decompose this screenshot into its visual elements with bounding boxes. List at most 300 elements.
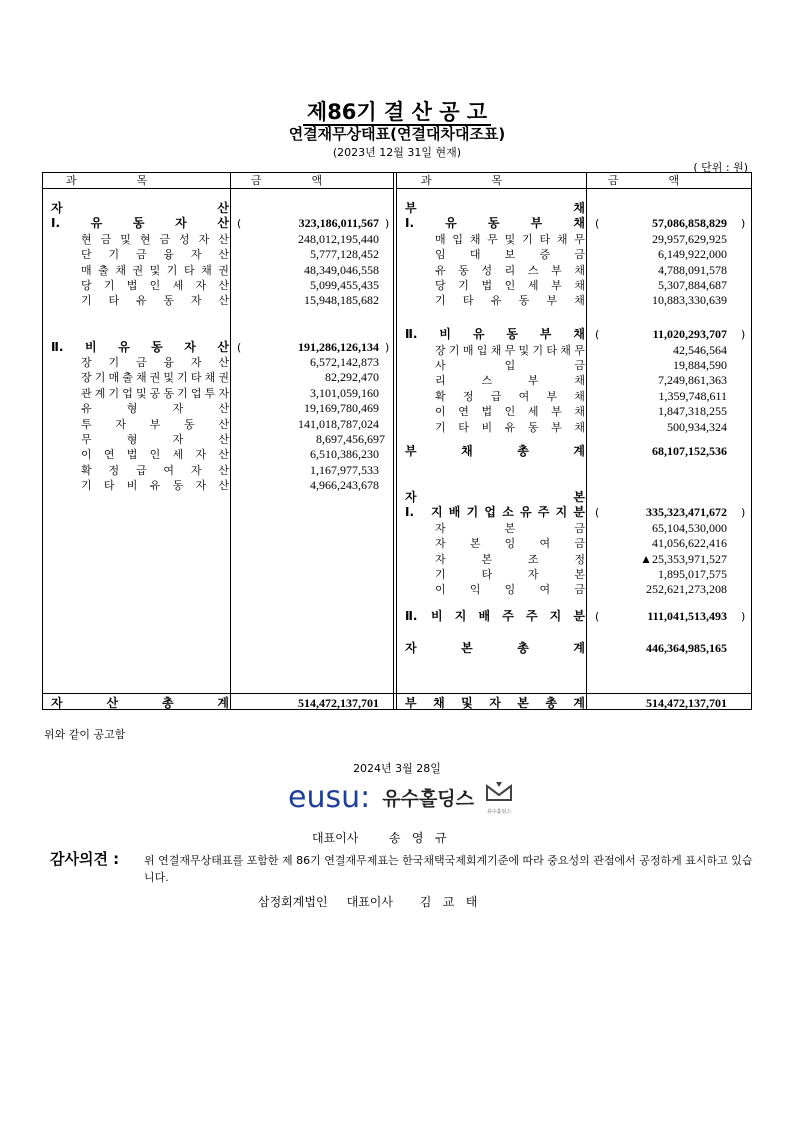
close-paren: ): [741, 217, 746, 231]
amount-value: 15,948,185,682: [304, 293, 379, 308]
section-liabilities-part: 부: [405, 201, 417, 215]
label-char: 법: [126, 279, 138, 292]
label-char: 비: [126, 479, 138, 493]
account-label: [435, 582, 585, 597]
label-char: 본: [574, 568, 585, 581]
label-char: 세: [527, 279, 539, 292]
label-char: 권: [132, 263, 144, 277]
account-label: [435, 232, 585, 247]
label-char: 부: [551, 279, 562, 292]
as-of-date: (2023년 12월 31일 현재): [332, 146, 462, 159]
label-char: 채: [574, 374, 585, 388]
label-char: 공: [149, 386, 161, 400]
label-char: 무: [504, 343, 516, 357]
logo-mark-caption: 유수홀딩스: [486, 808, 512, 815]
label-char: 및: [120, 232, 131, 246]
amount-value: 252,621,273,208: [646, 582, 727, 597]
label-char: 자: [195, 448, 207, 462]
account-label: [435, 420, 585, 435]
account-label: [431, 609, 585, 624]
group-label-part: 동: [487, 216, 500, 231]
label-char: 리: [435, 374, 446, 388]
label-char: 기: [166, 263, 178, 277]
label-char: 융: [163, 356, 175, 369]
equity-total-label: [405, 641, 585, 656]
label-char: 산: [218, 433, 229, 446]
account-label: [435, 567, 585, 582]
label-char: 자: [218, 386, 229, 400]
group-label: [405, 216, 585, 231]
account-label: [81, 278, 229, 293]
group-label-part: 부: [530, 216, 543, 231]
section-assets-part: 산: [217, 201, 229, 215]
label-char: 배: [478, 608, 491, 623]
open-paren: (: [595, 506, 600, 520]
liab-equity-grand-total-label-part: 계: [573, 696, 585, 710]
group-label-part: 동: [151, 339, 163, 354]
close-paren: ): [741, 506, 746, 520]
label-char: 및: [504, 232, 516, 246]
liab-equity-grand-total-label-part: 및: [461, 696, 473, 710]
audit-opinion-heading: 감사의견 :: [50, 850, 120, 868]
label-char: 동: [458, 263, 469, 277]
group-label-part: 동: [506, 327, 518, 342]
label-char: 융: [163, 248, 175, 262]
label-char: 자: [172, 402, 184, 416]
label-char: 업: [484, 505, 496, 520]
liab-equity-grand-total-label-part: 부: [405, 696, 417, 710]
equity-total-label-part: 본: [461, 641, 473, 655]
label-char: 자: [435, 552, 446, 566]
section-assets-part: 자: [51, 201, 63, 215]
account-label: [435, 373, 585, 388]
label-char: 기: [108, 248, 120, 262]
section-equity-part: 본: [573, 490, 585, 504]
label-char: 유: [490, 294, 502, 308]
label-char: 유: [149, 479, 161, 493]
label-char: 채: [469, 232, 481, 246]
close-paren: ): [385, 340, 390, 354]
label-char: 여: [518, 389, 530, 403]
account-label: [81, 355, 229, 370]
label-char: 당: [81, 279, 92, 292]
group-label-part: 비: [439, 327, 451, 342]
amount-value: 19,884,590: [673, 358, 727, 373]
amount-value: 42,546,564: [673, 342, 727, 357]
liab-equity-grand-total-label-part: 채: [433, 696, 445, 710]
amount-value: 48,349,046,558: [304, 262, 379, 277]
amount-value: 19,169,780,469: [304, 401, 379, 416]
label-char: 타: [108, 294, 120, 308]
label-char: 자: [190, 356, 202, 369]
label-char: 주: [525, 608, 538, 623]
label-char: 소: [502, 505, 514, 520]
account-label: [81, 478, 229, 493]
label-char: 타: [462, 294, 474, 308]
label-char: 확: [81, 463, 92, 477]
label-char: 타: [190, 371, 202, 385]
equity-total-label-part: 자: [405, 641, 417, 655]
label-char: 타: [546, 343, 558, 357]
label-char: 연: [103, 448, 115, 462]
group-label-part: 비: [84, 339, 97, 354]
label-char: 및: [518, 343, 530, 357]
header-item-right: 과목: [397, 173, 586, 189]
label-char: 부: [546, 294, 558, 308]
label-char: 타: [103, 479, 115, 493]
amount-value: 111,041,513,493: [647, 608, 727, 623]
group-label-part: Ⅱ.: [405, 327, 418, 342]
label-char: 기: [177, 371, 188, 385]
label-char: 동: [163, 294, 175, 308]
amount-value: 335,323,471,672: [646, 505, 727, 520]
assets-grand-total-label-part: 계: [217, 696, 229, 710]
unit-label: ( 단위 : 원): [693, 161, 748, 174]
label-char: 장: [435, 343, 446, 357]
account-label: [435, 389, 585, 404]
label-char: 무: [574, 232, 585, 246]
label-char: 자: [435, 537, 446, 551]
group-label-part: Ⅰ.: [405, 216, 415, 231]
label-char: 분: [573, 608, 585, 623]
ceo-signature-line: 대표이사 송 영 규: [312, 831, 447, 845]
label-char: 및: [149, 263, 161, 277]
label-char: 기: [458, 279, 469, 292]
close-paren: ): [741, 328, 746, 342]
label-char: 사: [435, 359, 446, 373]
amount-value: 141,018,787,024: [298, 416, 379, 431]
label-char: 채: [574, 294, 585, 308]
label-char: 권: [218, 371, 229, 385]
header-amount-right: 금액: [586, 173, 751, 189]
label-char: 채: [204, 371, 216, 385]
amount-value: 6,572,142,873: [310, 355, 379, 369]
amount-value: 4,966,243,678: [310, 478, 379, 493]
label-char: 금: [574, 521, 585, 535]
account-label: [435, 293, 585, 308]
label-char: 리: [504, 263, 516, 277]
total-row-divider: [43, 693, 751, 694]
account-label: [435, 358, 585, 373]
amount-value: 5,777,128,452: [310, 247, 379, 262]
label-char: 부: [551, 405, 562, 419]
label-char: 자: [198, 232, 210, 246]
amount-value: 5,307,884,687: [658, 278, 727, 292]
label-char: 채: [574, 405, 585, 419]
account-label: [435, 536, 585, 551]
label-char: 기: [108, 386, 120, 400]
label-char: 인: [504, 405, 516, 419]
envelope-mark-icon: [484, 780, 514, 815]
amount-value: 191,286,126,134: [298, 339, 379, 354]
amount-value: 1,847,318,255: [658, 404, 727, 419]
label-char: 현: [139, 232, 151, 246]
label-char: 무: [487, 232, 498, 246]
liabilities-total-label-part: 채: [461, 444, 473, 458]
account-label: [81, 293, 229, 308]
label-char: 산: [218, 279, 229, 292]
liabilities-total-label-part: 총: [517, 444, 529, 458]
label-char: 매: [108, 371, 120, 385]
label-char: 임: [435, 248, 446, 262]
label-char: 산: [218, 402, 229, 416]
label-char: 배: [448, 505, 461, 520]
label-char: 성: [179, 232, 190, 246]
account-label: [81, 417, 229, 432]
label-char: 및: [135, 386, 147, 400]
label-char: 급: [490, 389, 502, 403]
label-char: 대: [469, 248, 481, 262]
label-char: 잉: [504, 583, 516, 597]
label-char: 기: [103, 279, 115, 292]
label-char: 기: [532, 343, 544, 357]
assets-grand-total-label-part: 산: [106, 696, 119, 710]
open-paren: (: [237, 340, 242, 354]
label-char: 기: [522, 232, 533, 246]
group-label: [405, 327, 585, 342]
auditor-signature-line: 삼정회계법인 대표이사 김 교 태: [258, 895, 478, 909]
account-label: [81, 386, 229, 401]
logo-english: eusu:: [288, 779, 371, 815]
label-char: 부: [527, 374, 539, 388]
amount-value: 57,086,858,829: [652, 216, 727, 231]
label-char: 급: [135, 463, 147, 477]
label-char: 무: [81, 433, 92, 446]
group-label: [51, 340, 229, 355]
liabilities-total-label-part: 계: [573, 444, 585, 458]
amount-value: 8,697,456,697: [316, 432, 385, 446]
label-char: 인: [149, 448, 161, 462]
amount-value: 3,101,059,160: [310, 385, 379, 400]
account-label: [81, 447, 229, 462]
amount-value: 4,788,091,578: [658, 262, 727, 277]
amount-value: 68,107,152,536: [652, 444, 727, 458]
label-char: 산: [218, 232, 229, 246]
label-char: 부: [149, 417, 161, 431]
label-char: 인: [504, 279, 516, 292]
label-char: 스: [481, 374, 493, 388]
group-label-part: 채: [573, 327, 585, 342]
center-double-divider: [393, 173, 397, 709]
amount-value: 514,472,137,701: [646, 696, 727, 710]
amount-value: 11,020,293,707: [652, 327, 727, 342]
account-label: [435, 404, 585, 419]
label-char: 확: [435, 389, 446, 403]
label-char: 성: [481, 263, 493, 277]
label-char: 금: [574, 359, 585, 373]
label-char: 자: [195, 279, 207, 292]
label-char: 투: [204, 386, 216, 400]
label-char: 자: [190, 463, 202, 477]
group-label-part: 유: [118, 339, 130, 354]
liab-equity-grand-total-label-part: 본: [517, 696, 529, 710]
section-liabilities-part: 채: [573, 201, 585, 215]
label-char: 지: [549, 608, 562, 623]
assets-grand-total-label-part: 총: [161, 696, 174, 710]
open-paren: (: [595, 609, 600, 623]
account-label: [435, 247, 585, 262]
column-divider: [230, 173, 231, 709]
label-char: 동: [183, 417, 195, 431]
label-char: 증: [539, 248, 551, 262]
label-char: 인: [149, 279, 161, 292]
group-label-part: Ⅰ.: [51, 216, 61, 231]
group-label-num-part: Ⅱ.: [405, 608, 418, 623]
amount-value: 1,167,977,533: [310, 462, 379, 477]
label-char: 업: [122, 386, 133, 400]
label-char: 세: [172, 448, 184, 462]
label-char: 채: [135, 371, 147, 385]
group-label-part: 산: [217, 216, 229, 231]
label-char: 유: [135, 294, 147, 308]
label-char: 정: [462, 389, 474, 403]
label-char: 입: [476, 343, 488, 357]
label-char: 보: [504, 248, 516, 262]
label-char: 여: [163, 463, 175, 477]
label-char: 동: [163, 386, 175, 400]
amount-value: 41,056,622,416: [652, 536, 727, 551]
label-char: 기: [94, 371, 106, 385]
label-char: 법: [481, 279, 493, 292]
label-char: 자: [527, 568, 539, 581]
label-char: 기: [435, 568, 446, 581]
header-item-left: 과목: [43, 173, 230, 189]
label-char: 동: [172, 479, 184, 493]
liabilities-total-label-part: 부: [405, 444, 417, 458]
label-char: 세: [527, 405, 539, 419]
assets-grand-total-label: [51, 696, 229, 711]
account-label: [431, 505, 585, 520]
section-equity: [405, 490, 585, 505]
group-label-part: 자: [175, 216, 187, 231]
label-char: 자: [435, 521, 446, 535]
audit-opinion-text: 위 연결재무상태표를 포함한 제 86기 연결재무제표는 한국채택국제회계기준에 따라 중요성의 관점에서 공정하게 표시하고 있습니다.: [144, 854, 753, 884]
label-char: 익: [469, 583, 481, 597]
label-char: 자: [115, 417, 126, 431]
label-char: 권: [149, 371, 161, 385]
label-char: 타: [539, 232, 551, 246]
label-char: 채: [201, 263, 212, 277]
label-char: 관: [81, 386, 92, 400]
amount-value: 6,510,386,230: [310, 447, 379, 462]
amount-value: 7,249,861,363: [658, 373, 727, 388]
label-char: 본: [469, 537, 481, 551]
label-char: 지: [431, 505, 443, 520]
label-char: 잉: [504, 537, 516, 551]
close-paren: ): [385, 217, 390, 231]
label-char: 자: [190, 248, 202, 262]
label-char: 채: [560, 343, 571, 357]
label-char: 부: [551, 263, 562, 277]
label-char: 기: [435, 294, 446, 308]
label-char: 기: [177, 386, 188, 400]
open-paren: (: [595, 217, 600, 231]
label-char: 지: [555, 505, 568, 520]
equity-total-label-part: 계: [573, 641, 585, 655]
label-char: 연: [458, 405, 469, 419]
equity-total-label-part: 총: [517, 641, 529, 655]
company-logo: [288, 781, 514, 813]
label-char: 조: [527, 552, 539, 566]
amount-value: 6,149,922,000: [658, 247, 727, 262]
label-char: 주: [502, 608, 514, 623]
group-label-part: 유: [445, 216, 457, 231]
label-char: 기: [435, 420, 446, 434]
label-char: 장: [81, 356, 92, 369]
label-char: 금: [574, 583, 585, 597]
label-char: 산: [218, 248, 229, 262]
label-char: 세: [172, 279, 184, 292]
label-char: 매: [462, 343, 474, 357]
label-char: 및: [163, 371, 175, 385]
label-char: 매: [81, 263, 92, 277]
page-subtitle: 연결재무상태표(연결대차대조표): [288, 125, 506, 143]
label-char: 기: [108, 356, 120, 369]
amount-value: ▲25,353,971,527: [640, 551, 727, 566]
amount-value: 514,472,137,701: [298, 696, 379, 710]
liab-equity-grand-total-label: [405, 696, 585, 711]
label-char: 분: [573, 505, 585, 520]
group-label-part: 채: [573, 216, 585, 231]
label-char: 타: [183, 263, 195, 277]
label-char: 유: [81, 402, 92, 416]
account-label: [81, 247, 229, 262]
label-char: 자: [195, 479, 207, 493]
account-label: [435, 552, 585, 567]
label-char: 자: [172, 433, 184, 446]
label-char: 이: [81, 448, 92, 462]
label-char: 부: [546, 389, 558, 403]
label-char: 단: [81, 248, 92, 262]
amount-value: 248,012,195,440: [298, 231, 379, 246]
label-char: 산: [218, 294, 229, 308]
label-char: 업: [190, 386, 202, 400]
label-char: 기: [448, 343, 460, 357]
account-label: [81, 370, 229, 385]
account-label: [81, 463, 229, 478]
liab-equity-grand-total-label-part: 자: [489, 696, 501, 710]
label-char: 채: [574, 263, 585, 277]
label-char: 비: [431, 608, 443, 623]
label-char: 비: [481, 420, 493, 434]
label-char: 계: [94, 386, 106, 400]
amount-value: 5,099,455,435: [310, 278, 379, 292]
account-label: [81, 401, 229, 416]
amount-value: 10,883,330,639: [652, 293, 727, 308]
label-char: 당: [435, 279, 446, 292]
section-liabilities: [405, 201, 585, 216]
label-char: 동: [518, 294, 530, 308]
account-label: [81, 263, 229, 278]
label-char: 산: [218, 463, 229, 477]
amount-value: 500,934,324: [667, 419, 727, 434]
label-char: 주: [537, 505, 550, 520]
label-char: 자: [190, 294, 202, 308]
liabilities-total-label: [405, 444, 585, 459]
label-char: 형: [126, 402, 138, 416]
label-char: 출: [98, 263, 109, 277]
amount-value: 65,104,530,000: [652, 520, 727, 535]
section-assets: [51, 201, 229, 216]
label-char: 기: [81, 294, 92, 308]
amount-value: 82,292,470: [325, 370, 379, 385]
label-char: 이: [435, 405, 446, 419]
label-char: 산: [218, 479, 229, 493]
label-char: 유: [504, 420, 516, 434]
label-char: 지: [454, 608, 467, 623]
section-equity-part: 자: [405, 490, 417, 504]
label-char: 본: [504, 521, 516, 535]
